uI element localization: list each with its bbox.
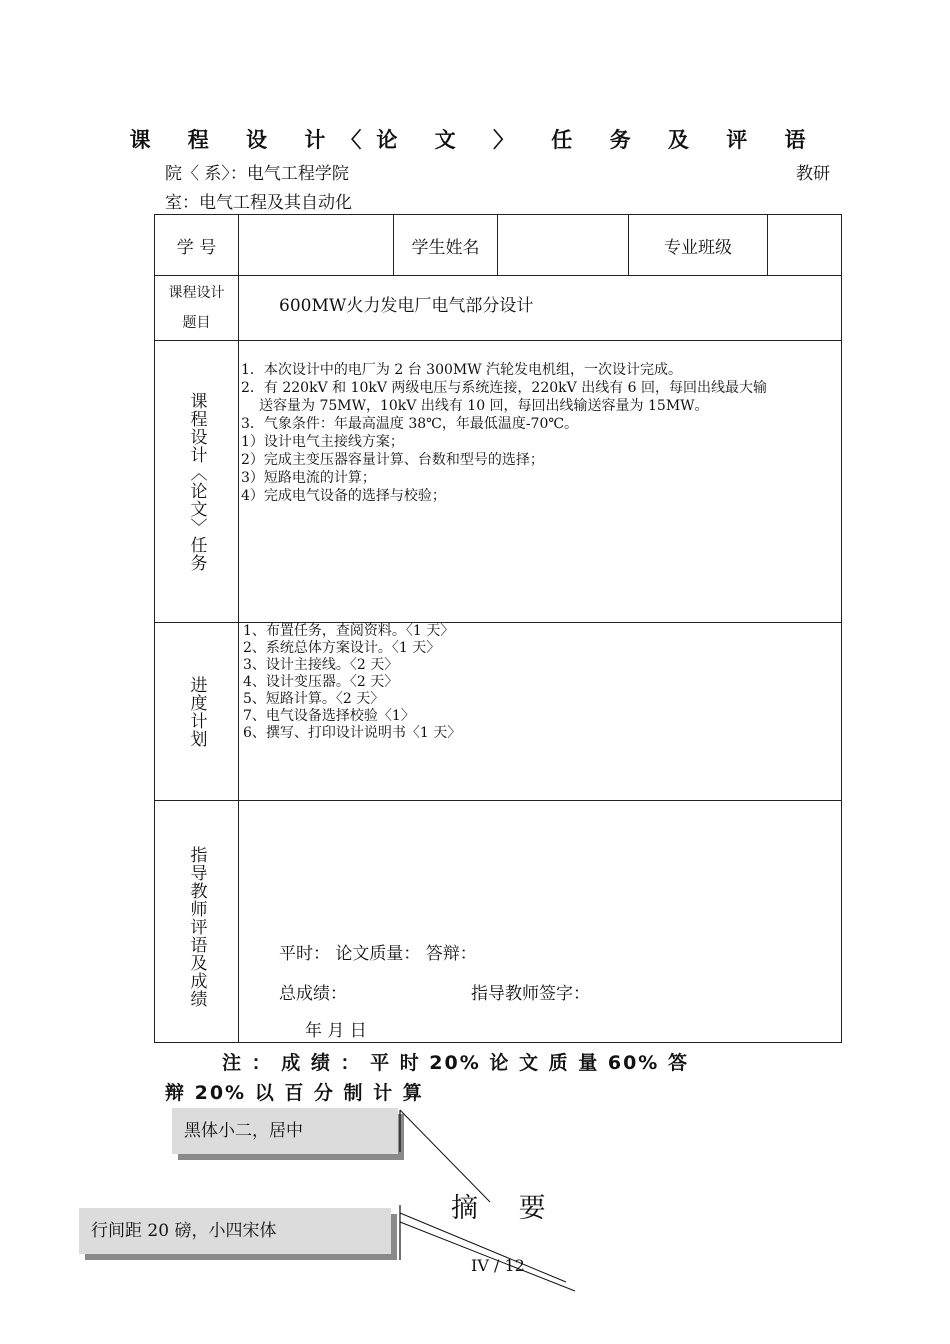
eval-label: 指导教师评语及成绩 <box>186 845 207 1008</box>
topic-value: 600MW火力发电厂电气部分设计 <box>279 296 534 316</box>
plan-label: 进度计划 <box>186 675 207 748</box>
grading-note-line-2: 辩 20% 以 百 分 制 计 算 <box>165 1082 424 1104</box>
plan-line: 4、设计变压器。〈2 天〉 <box>243 674 399 690</box>
eval-signature: 指导教师签字： <box>471 984 590 1004</box>
student-name-label: 学生姓名 <box>394 215 498 276</box>
task-label: 课程设计〈论文〉任务 <box>186 391 207 572</box>
callout-body-style: 行间距 20 磅，小四宋体 <box>79 1208 391 1254</box>
plan-line: 5、短路计算。〈2 天〉 <box>243 691 385 707</box>
major-class-label: 专业班级 <box>629 215 768 276</box>
eval-date: 年 月 日 <box>305 1021 367 1041</box>
plan-line: 1、布置任务，查阅资料。〈1 天〉 <box>243 623 455 639</box>
task-line: 2）完成主变压器容量计算、台数和型号的选择； <box>241 452 544 468</box>
task-line: 4）完成电气设备的选择与校验； <box>241 488 446 504</box>
topic-label-line-1: 课程设计 <box>168 285 225 301</box>
plan-line: 7、电气设备选择校验〈1〉 <box>243 708 415 724</box>
task-line: 3．气象条件：年最高温度 38℃，年最低温度-70℃。 <box>241 416 579 432</box>
plan-line: 3、设计主接线。〈2 天〉 <box>243 657 399 673</box>
task-line: 1）设计电气主接线方案； <box>241 434 404 450</box>
student-id-label: 学 号 <box>155 215 239 276</box>
plan-line: 2、系统总体方案设计。〈1 天〉 <box>243 640 441 656</box>
task-line: 2．有 220kV 和 10kV 两级电压与系统连接，220kV 出线有 6 回，每回出线最大输 <box>241 380 768 396</box>
task-line: 1．本次设计中的电厂为 2 台 300MW 汽轮发电机组，一次设计完成。 <box>241 362 683 378</box>
teaching-office-label: 教研 <box>796 164 830 184</box>
task-line: 3）短路电流的计算； <box>241 470 376 486</box>
grading-note-line-1: 注 ： 成 绩 ： 平 时 20% 论 文 质 量 60% 答 <box>222 1052 689 1074</box>
abstract-heading: 摘 要 <box>451 1193 562 1224</box>
teaching-office-value: 室：电气工程及其自动化 <box>165 193 352 213</box>
topic-label-line-2: 题目 <box>182 315 211 331</box>
eval-total: 总成绩： <box>279 984 347 1004</box>
plan-line: 6、撰写、打印设计说明书〈1 天〉 <box>243 725 462 741</box>
department-text: 院〈 系〉：电气工程学院 <box>165 164 349 184</box>
page-title: 课 程 设 计〈论 文 〉 任 务 及 评 语 <box>129 128 821 152</box>
task-line: 送容量为 75MW，10kV 出线有 10 回，每回出线输送容量为 15MW。 <box>259 398 709 414</box>
page-number: IV / 12 <box>471 1256 525 1275</box>
callout-heading-style: 黑体小二，居中 <box>172 1108 398 1154</box>
eval-scores: 平时： 论文质量： 答辩： <box>279 944 477 964</box>
